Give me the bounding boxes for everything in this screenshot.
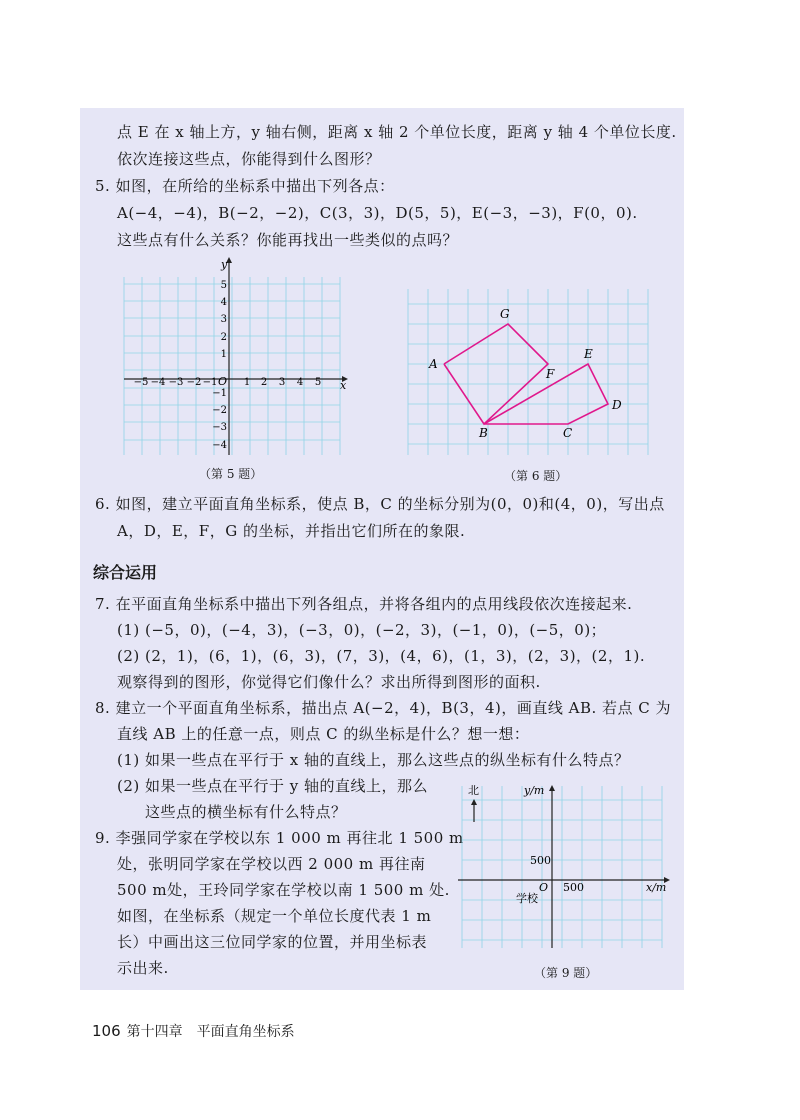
problem-9-line-2: 处，张明同学家在学校以西 2 000 m 再往南 (117, 855, 426, 873)
fig5-y-tick: −1 (212, 388, 227, 399)
problem-7-prompt: 7. 在平面直角坐标系中描出下列各组点，并将各组内的点用线段依次连接起来. (95, 595, 633, 613)
figure-6-quadrilaterals (405, 285, 650, 460)
fig9-y-label: y/m (524, 784, 545, 797)
fig5-x-tick: −2 (186, 377, 202, 388)
problem-8-question: 直线 AB 上的任意一点，则点 C 的纵坐标是什么？想一想： (117, 725, 530, 743)
fig9-y-tick: 500 (530, 854, 551, 867)
problem-4-text-line: 点 E 在 x 轴上方，y 轴右侧，距离 x 轴 2 个单位长度，距离 y 轴 4 个单位长度. (117, 123, 677, 141)
problem-9-line-4: 如图，在坐标系（规定一个单位长度代表 1 m (117, 907, 432, 925)
problem-4-question: 依次连接这些点，你能得到什么图形？ (117, 150, 381, 168)
problem-8-prompt: 8. 建立一个平面直角坐标系，描出点 A(−2，4)，B(3，4)，画直线 AB. 若点 C 为 (95, 699, 672, 717)
fig6-label-C: C (563, 426, 573, 440)
problem-5-prompt: 5. 如图，在所给的坐标系中描出下列各点： (95, 177, 395, 195)
problem-7-question: 观察得到的图形，你觉得它们像什么？求出所得到图形的面积. (117, 673, 541, 691)
problem-6-prompt: 6. 如图，建立平面直角坐标系，使点 B，C 的坐标分别为(0，0)和(4，0)，写出点 (95, 495, 665, 513)
figure-9-caption: （第 9 题） (534, 966, 598, 980)
problem-8-sub-1: (1) 如果一些点在平行于 x 轴的直线上，那么这些点的纵坐标有什么特点？ (117, 751, 630, 769)
fig5-x-tick: 5 (314, 377, 322, 388)
fig5-y-tick: 4 (220, 297, 227, 308)
fig6-label-D: D (612, 398, 622, 412)
fig9-x-tick: 500 (563, 881, 584, 894)
problem-5-question: 这些点有什么关系？你能再找出一些类似的点吗？ (117, 231, 459, 249)
fig5-x-tick: −5 (133, 377, 149, 388)
fig5-origin-label: O (218, 375, 228, 388)
problem-7-set-1: (1) (−5，0)，(−4，3)，(−3，0)，(−2，3)，(−1，0)，(−5，0)； (117, 621, 607, 639)
fig5-y-label: y (221, 258, 228, 271)
problem-9-line-3: 500 m处，王玲同学家在学校以南 1 500 m 处. (117, 881, 450, 899)
fig6-label-B: B (479, 426, 488, 440)
page-number: 106 (92, 1022, 121, 1040)
fig5-y-tick: −2 (212, 405, 227, 416)
problem-5-points: A(−4，−4)，B(−2，−2)，C(3，3)，D(5，5)，E(−3，−3)，F(0，0). (117, 204, 638, 222)
fig6-label-F: F (546, 367, 555, 381)
problem-6-question: A，D，E，F，G 的坐标，并指出它们所在的象限. (117, 522, 466, 540)
fig5-y-tick: 3 (220, 314, 227, 325)
fig5-x-tick: 1 (243, 377, 251, 388)
problem-8-sub-2: (2) 如果一些点在平行于 y 轴的直线上，那么 (117, 777, 429, 795)
problem-9-line-5: 长）中画出这三位同学家的位置，并用坐标表 (117, 933, 428, 951)
fig5-x-tick: 3 (278, 377, 286, 388)
fig5-y-tick: −4 (212, 440, 227, 451)
figure-5-coordinate-grid (120, 255, 360, 465)
fig5-y-tick: 2 (220, 332, 227, 343)
fig5-y-tick: −3 (212, 422, 227, 433)
fig5-x-tick: 2 (260, 377, 268, 388)
fig5-x-tick: 4 (296, 377, 304, 388)
fig5-y-tick: 5 (220, 280, 227, 291)
fig9-origin-label: O (539, 881, 549, 894)
fig6-label-G: G (500, 307, 510, 321)
figure-9-map-grid (455, 775, 675, 960)
fig6-label-A: A (429, 357, 438, 371)
fig9-x-label: x/m (646, 881, 667, 894)
fig5-x-tick: −3 (168, 377, 184, 388)
fig5-x-tick: −4 (150, 377, 166, 388)
fig5-x-label: x (340, 379, 347, 392)
fig6-label-E: E (584, 347, 593, 361)
figure-6-caption: （第 6 题） (504, 469, 568, 483)
problem-7-set-2: (2) (2，1)，(6，1)，(6，3)，(7，3)，(4，6)，(1，3)，(2，3)，(2，1). (117, 647, 646, 665)
problem-9-line-6: 示出来. (117, 959, 169, 977)
fig5-x-tick: −1 (202, 377, 218, 388)
chapter-title: 第十四章 平面直角坐标系 (126, 1024, 295, 1040)
problem-9-line-1: 9. 李强同学家在学校以东 1 000 m 再往北 1 500 m (95, 829, 464, 847)
section-heading: 综合运用 (93, 563, 158, 582)
problem-8-sub-2-cont: 这些点的横坐标有什么特点？ (145, 803, 347, 821)
fig9-school-label: 学校 (516, 892, 538, 905)
fig9-north-label: 北 (468, 784, 479, 797)
fig5-y-tick: 1 (220, 349, 227, 360)
figure-5-caption: （第 5 题） (199, 467, 263, 481)
page-footer (92, 1021, 295, 1041)
